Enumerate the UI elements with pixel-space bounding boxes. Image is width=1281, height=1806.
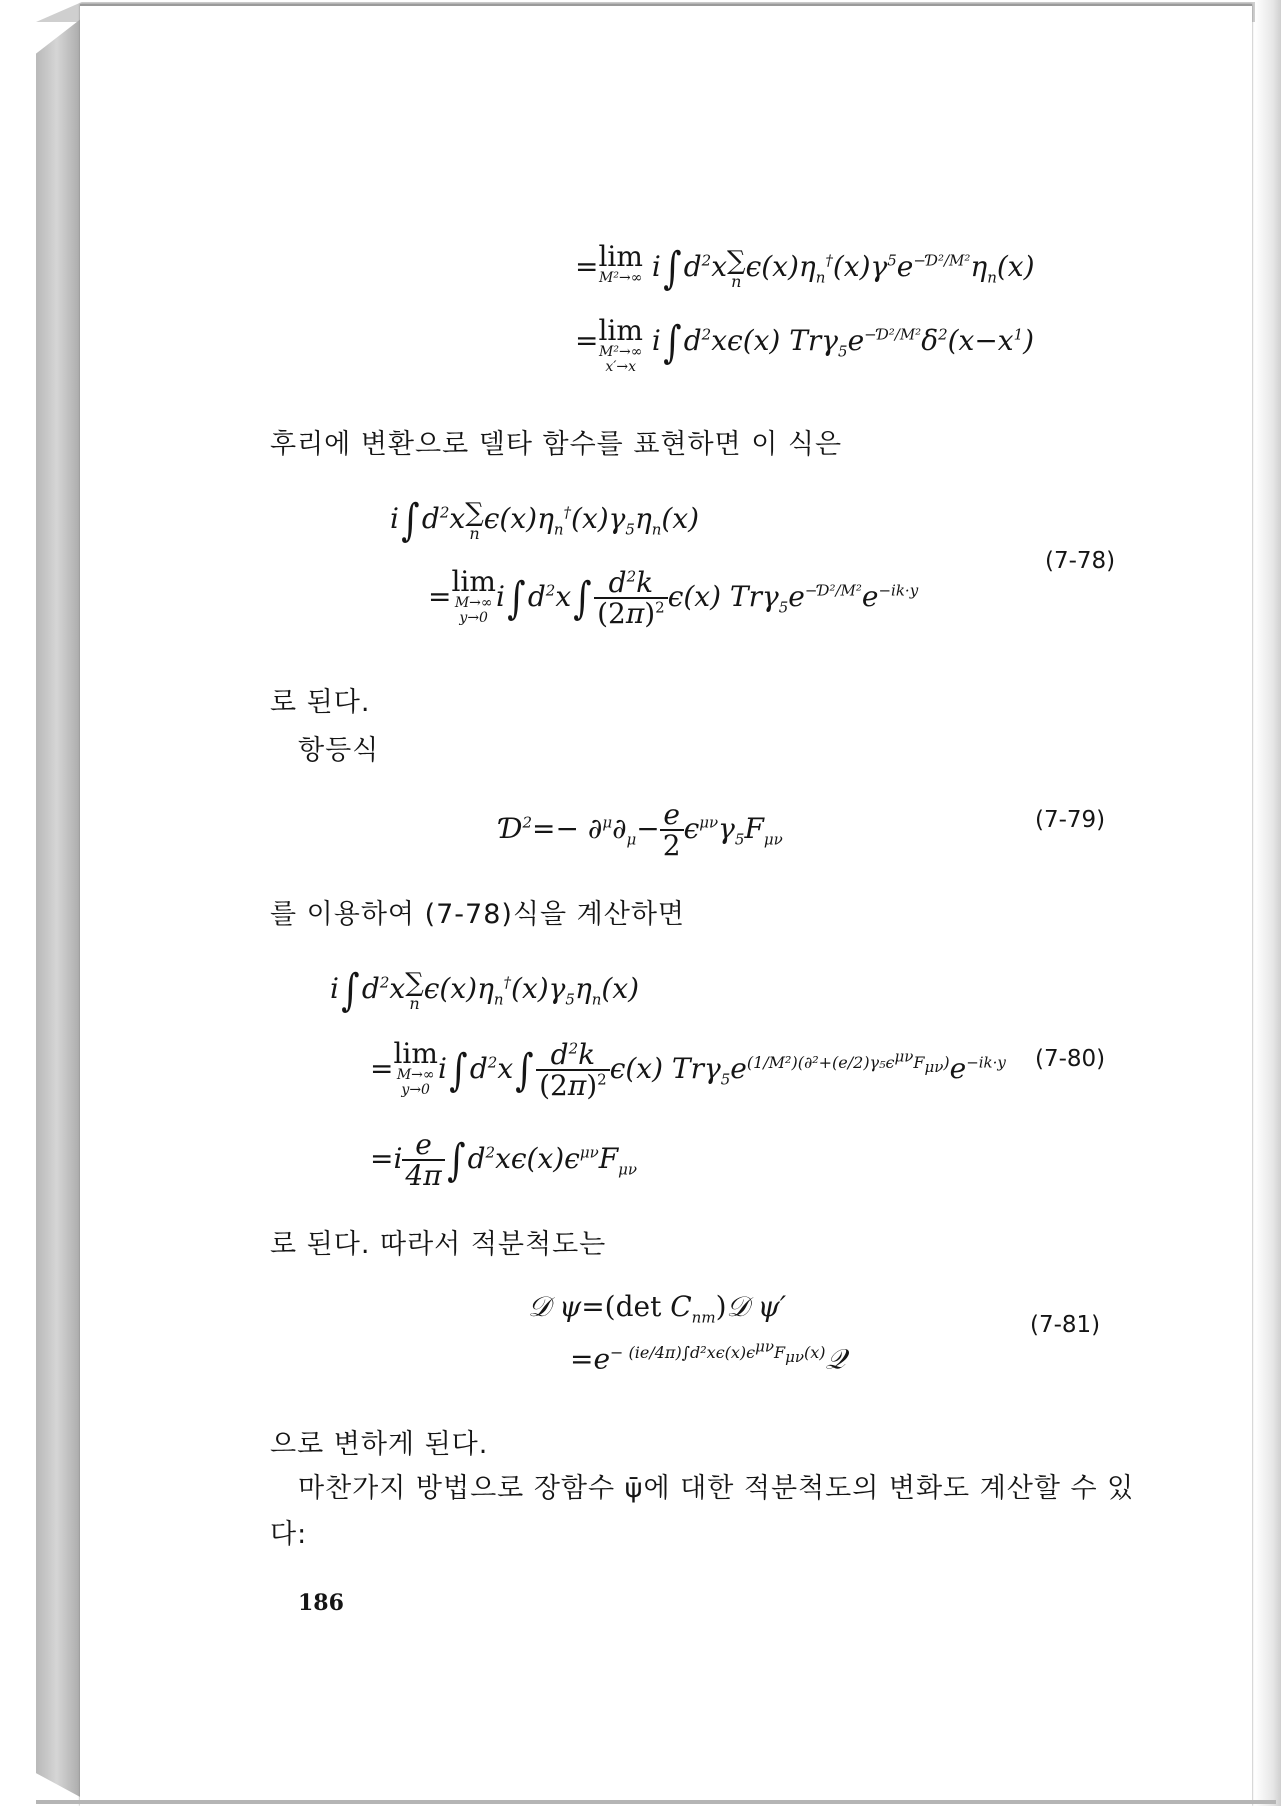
paragraph-result: 로 된다. <box>270 687 371 718</box>
equation-7-79: $Ɗ^2=- \partial^\mu\partial_\mu-$ $\frac{e}{2}$ $\epsilon^{\mu\nu}\gamma_5F_{\mu\nu}$ <box>500 798 783 863</box>
equation-7-78-line-2: =lim M→∞ y→0 $i\int d^2x\int$ $\frac{d^2k}{(2\pi)^2}$ ϵ(x) $Tr\gamma_5e^{-Ɗ^2/M^2}e^{-ik\cdot y}$ <box>428 565 919 631</box>
paragraph-thus: 로 된다. 따라서 적분척도는 <box>270 1229 607 1260</box>
equation-number-7-81: (7-81) <box>1030 1312 1101 1338</box>
equation-7-81-line-1: 𝒟 ψ=(det $C_{nm})𝒟$ ψ′ <box>528 1290 787 1327</box>
paragraph-similarly: 마찬가지 방법으로 장함수 ψ̄에 대한 적분척도의 변화도 계산할 수 있 <box>298 1473 1135 1504</box>
paragraph-using: 를 이용하여 (7-78)식을 계산하면 <box>270 899 685 930</box>
equation-line-1: =lim M²→∞ $i\int d^2x\sum$ n $\epsilon(x)\eta_n^\dagger(x)\gamma^5e^{-Ɗ^2/M^2}\eta_n(x)$ <box>575 240 1035 294</box>
equation-7-80-line-3: =i $\frac{e}{4\pi}$ $\int d^2x\epsilon(x)\epsilon^{\mu\nu}F_{\mu\nu}$ <box>370 1128 638 1193</box>
paragraph-becomes: 으로 변하게 된다. <box>270 1429 489 1460</box>
equation-line-2: =lim M²→∞ x′→x $i\int d^2x\epsilon(x)$ $Tr\gamma_5e^{-Ɗ^2/M^2}\delta^2(x-x^1)$ <box>575 314 1035 375</box>
equation-number-7-80: (7-80) <box>1035 1046 1106 1072</box>
equation-number-7-78: (7-78) <box>1045 548 1116 574</box>
paragraph-fourier: 후리에 변환으로 델타 함수를 표현하면 이 식은 <box>270 429 843 460</box>
equation-7-78-line-1: $i\int d^2x\sum$ n $\epsilon(x)\eta_n^\dagger(x)\gamma_5\eta_n(x)$ <box>390 495 700 546</box>
equation-number-7-79: (7-79) <box>1035 807 1106 833</box>
page-number: 186 <box>298 1590 344 1616</box>
equation-7-80-line-2: =lim M→∞ y→0 $i\int d^2x\int$ $\frac{d^2k}{(2\pi)^2}$ ϵ(x) $Tr\gamma_5e^{(1/M^2)(\partial^2+(e/2)\gamma_5\epsilon^{\mu\nu}F_{\mu\nu})}e^{-ik\cdot y}$ <box>370 1037 1006 1103</box>
paragraph-identity: 항등식 <box>298 735 380 766</box>
equation-7-80-line-1: $i\int d^2x\sum$ n $\epsilon(x)\eta_n^\dagger(x)\gamma_5\eta_n(x)$ <box>330 965 640 1016</box>
equation-7-81-line-2: $=e^{- (ie/4\pi)\int d^2x\epsilon(x)\epsilon^{\mu\nu}F_{\mu\nu}(x)}𝒬$ <box>570 1338 846 1376</box>
paragraph-end: 다: <box>270 1519 308 1550</box>
